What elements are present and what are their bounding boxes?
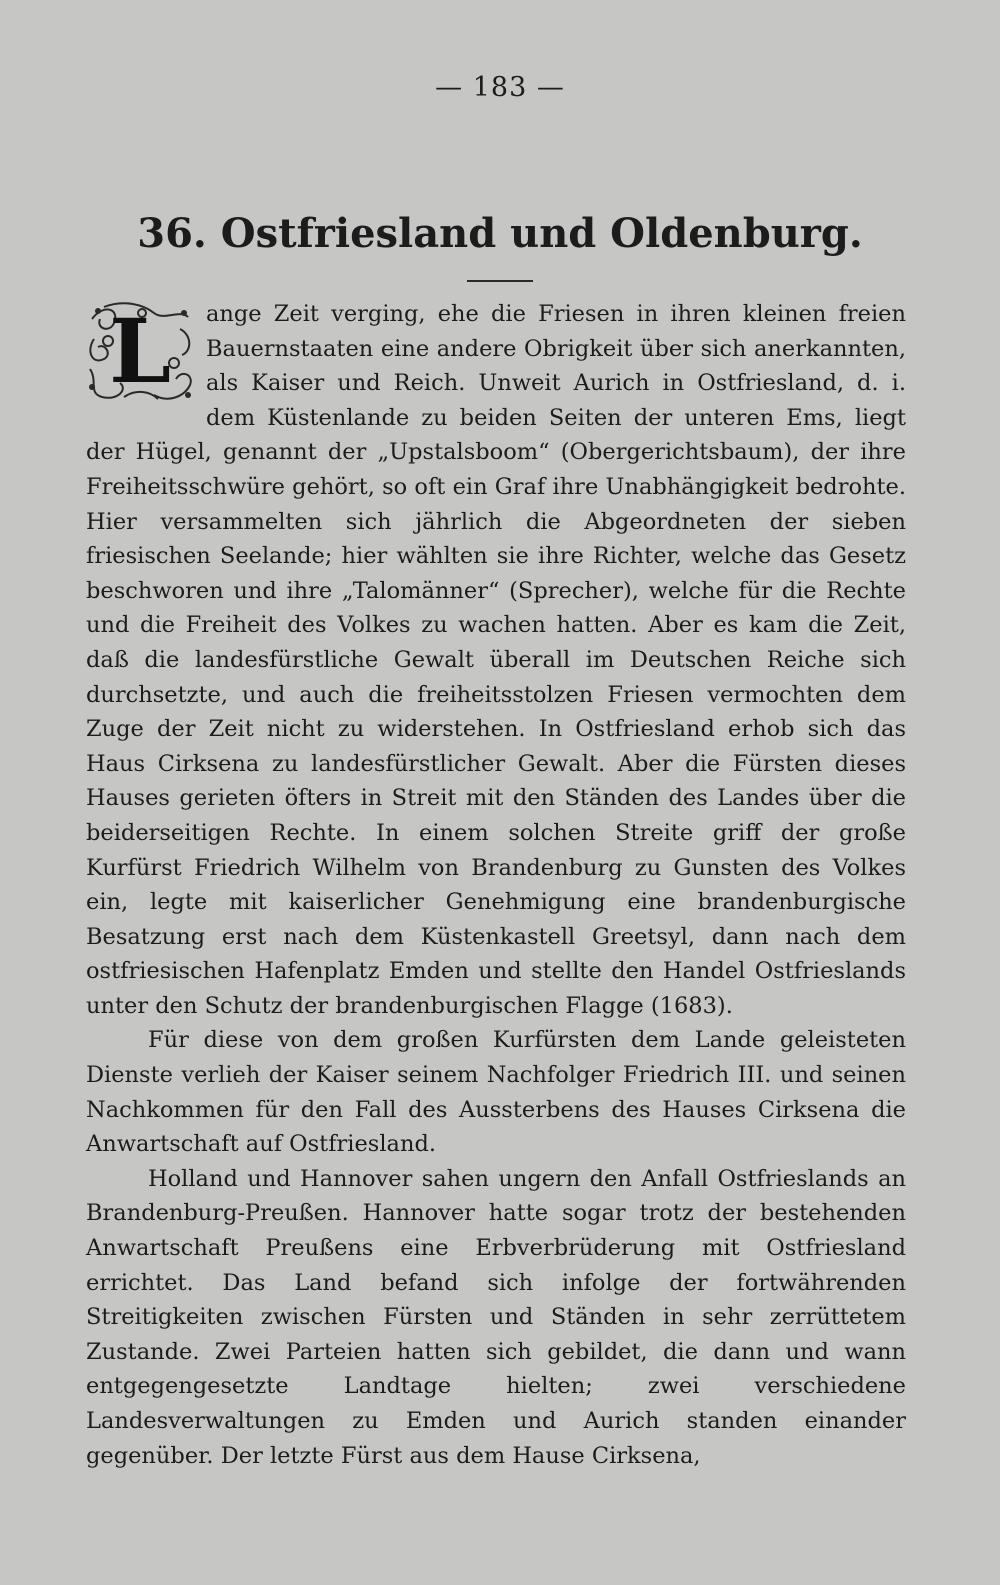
paragraph-2: Für diese von dem großen Kurfürsten dem Lande geleisteten Dienste verlieh der Kaiser seinem Nachfolger Friedrich III. und seinen Nachkommen für den Fall des Aussterbens des Hauses Cirksena die Anwartschaft auf Ostfriesland.: [86, 1027, 906, 1158]
paragraph-3: Holland und Hannover sahen ungern den Anfall Ostfrieslands an Brandenburg-Preußen. Hannover hatte sogar trotz der bestehenden Anwartschaft Preußens eine Erbverbrüderung mit Ostfriesland errichtet. Das Land befand sich infolge der fortwährenden Streitigkeiten zwischen Fürsten und Ständen in sehr zerrüttetem Zustande. Zwei Parteien hatten sich gebildet, die dann und wann entgegengesetzte Landtage hielten; zwei verschiedene Landesverwaltungen zu Emden und Aurich standen einander gegenüber. Der letzte Fürst aus dem Hause Cirksena,: [86, 1165, 906, 1469]
page-number: — 183 —: [435, 72, 565, 103]
ornamental-initial: [84, 299, 196, 403]
body-text: [86, 297, 906, 1473]
paragraph-1: [86, 297, 906, 1023]
paragraph-1-text: ange Zeit verging, ehe die Friesen in ihren kleinen freien Bauernstaaten eine andere Obrigkeit über sich anerkannten, als Kaiser und Reich. Unweit Aurich in Ostfriesland, d. i. dem Küstenlande zu beiden Seiten der unteren Ems, liegt der Hügel, genannt der „Upstalsboom“ (Obergerichtsbaum), der ihre Freiheitsschwüre gehört, so oft ein Graf ihre Unabhängigkeit bedrohte. Hier versammelten sich jährlich die Abgeordneten der sieben friesischen Seelande; hier wählten sie ihre Richter, welche das Gesetz beschworen und ihre „Talomänner“ (Sprecher), welche für die Rechte und die Freiheit des Volkes zu wachen hatten. Aber es kam die Zeit, daß die landesfürstliche Gewalt überall im Deutschen Reiche sich durchsetzte, und auch die freiheitsstolzen Friesen vermochten dem Zuge der Zeit nicht zu widerstehen. In Ostfriesland erhob sich das Haus Cirksena zu landesfürstlicher Gewalt. Aber die Fürsten dieses Hauses gerieten öfters in Streit mit den Ständen des Landes über die beiderseitigen Rechte. In einem solchen Streite griff der große Kurfürst Friedrich Wilhelm von Brandenburg zu Gunsten des Volkes ein, legte mit kaiserlicher Genehmigung eine brandenburgische Besatzung erst nach dem Küstenkastell Greetsyl, dann nach dem ostfriesischen Hafenplatz Emden und stellte den Handel Ostfrieslands unter den Schutz der brandenburgischen Flagge (1683).: [86, 301, 906, 1019]
title-divider: [467, 280, 533, 282]
chapter-title: 36. Ostfriesland und Oldenburg.: [137, 210, 863, 257]
dropcap-letter: L: [109, 298, 171, 403]
